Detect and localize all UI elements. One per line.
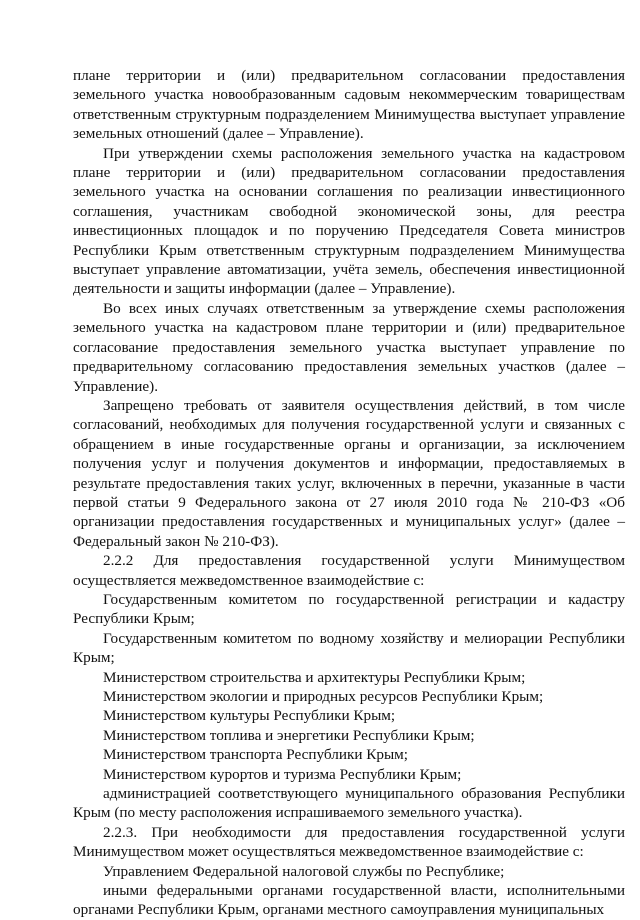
list-item: Министерством транспорта Республики Крым; (103, 746, 409, 764)
list-item: Министерством курортов и туризма Республики Крым; (103, 765, 462, 783)
paragraph-section-2-2-2: 2.2.2 Для предоставления государственной услуги Минимуществом осуществляется межведомственное взаимодействие с: (73, 552, 625, 589)
list-item: администрацией соответствующего муниципального образования Республики Крым (по месту расположения испрашиваемого земельного участка). (73, 785, 625, 822)
list-item: Министерством топлива и энергетики Республики Крым; (103, 726, 475, 744)
paragraph-1: плане территории и (или) предварительном согласовании предоставления земельного участка новообразованным садовым некоммерческим товариществам ответственным структурным подразделением Минимущества выступает управление земельных отношений (далее – Управление). (73, 67, 625, 143)
document-page (73, 66, 625, 920)
paragraph-3: Во всех иных случаях ответственным за утверждение схемы расположения земельного участка на кадастровом плане территории и (или) предварительное согласование предоставления земельного участка выступает управление по предварительному согласованию предоставления земельных участков (далее – Управление). (73, 299, 625, 395)
list-item: иными федеральными органами государственной власти, исполнительными органами Республики Крым, органами местного самоуправления муниципальных (73, 882, 625, 919)
list-item: Министерством экологии и природных ресурсов Республики Крым; (103, 688, 544, 705)
list-item: Государственным комитетом по государственной регистрации и кадастру Республики Крым; (73, 590, 625, 628)
paragraph-4: Запрещено требовать от заявителя осуществления действий, в том числе согласований, необходимых для получения государственной услуги и связанных с обращением в иные государственные органы и организации, за исключением получения услуг и получения документов и информации, предоставляемых в результате предоставления таких услуг, включенных в перечни, указанные в части первой статьи 9 Федерального закона от 27 июля 2010 года № 210-ФЗ «Об организации предоставления государственных и муниципальных услуг» (далее – Федеральный закон № 210-ФЗ). (73, 396, 625, 550)
list-item: Министерством культуры Республики Крым; (103, 707, 396, 725)
list-item: Управлением Федеральной налоговой службы по Республике; (103, 862, 505, 880)
paragraph-2: При утверждении схемы расположения земельного участка на кадастровом плане территории и (или) предварительном согласовании предоставления земельного участка на основании соглашения по реализации инвестиционного соглашения, участникам свободной экономической зоны, для реестра инвестиционных площадок и по поручению Председателя Совета министров Республики Крым ответственным структурным подразделением Минимущества выступает управление автоматизации, учёта земель, обеспечения инвестиционной деятельности и защиты информации (далее – Управление). (73, 144, 625, 298)
list-item: Государственным комитетом по водному хозяйству и мелиорации Республики Крым; (73, 629, 625, 667)
list-item: Министерством строительства и архитектуры Республики Крым; (103, 668, 526, 686)
paragraph-section-2-2-3: 2.2.3. При необходимости для предоставления государственной услуги Минимуществом может осуществляться межведомственное взаимодействие с: (73, 823, 625, 861)
